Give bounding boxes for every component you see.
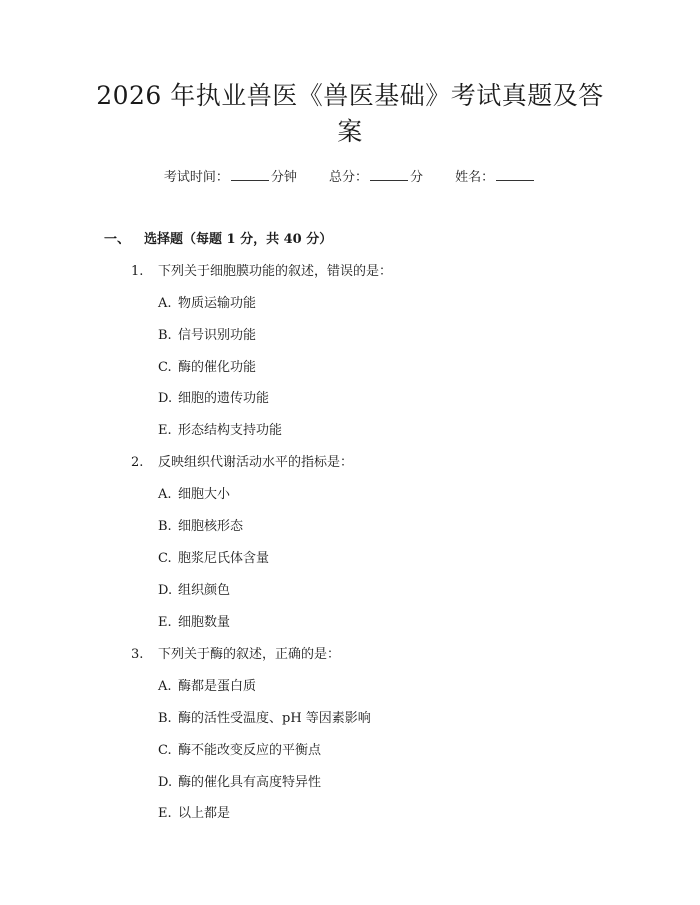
option-text: 酶的催化具有高度特异性	[178, 775, 322, 790]
option-item	[158, 549, 269, 569]
section-title: 选择题（每题 1 分，共 40 分）	[144, 232, 333, 247]
option-item	[158, 677, 256, 697]
option-text: 酶的催化功能	[178, 360, 257, 375]
name-blank	[496, 168, 534, 181]
name-label: 姓名：	[455, 170, 495, 185]
option-item	[158, 326, 256, 346]
exam-time-field	[164, 170, 297, 185]
option-item	[158, 421, 282, 441]
option-item	[158, 389, 269, 409]
option-letter: B.	[158, 328, 172, 343]
option-letter: B.	[158, 519, 172, 534]
option-item	[158, 773, 321, 793]
option-letter: A.	[158, 487, 172, 502]
option-text: 细胞数量	[178, 615, 231, 630]
option-text: 组织颜色	[178, 583, 231, 598]
question-number: 3.	[131, 647, 144, 662]
option-letter: C.	[158, 743, 172, 758]
option-text: 细胞的遗传功能	[178, 391, 270, 406]
exam-info-line	[0, 168, 700, 188]
option-text: 形态结构支持功能	[178, 423, 283, 438]
option-text: 细胞大小	[178, 487, 231, 502]
option-text: 酶都是蛋白质	[178, 679, 257, 694]
option-letter: D.	[158, 391, 173, 406]
total-score-blank	[370, 168, 408, 181]
name-field	[455, 170, 536, 185]
question-text: 反映组织代谢活动水平的指标是：	[158, 455, 354, 470]
section-heading	[104, 230, 332, 250]
option-letter: A.	[158, 679, 172, 694]
option-letter: C.	[158, 360, 172, 375]
question-text: 下列关于酶的叙述，正确的是：	[158, 647, 341, 662]
option-letter: A.	[158, 296, 172, 311]
option-item	[158, 517, 243, 537]
option-item	[158, 709, 371, 729]
question-number: 1.	[131, 264, 144, 279]
option-item	[158, 358, 256, 378]
question-number: 2.	[131, 455, 144, 470]
option-letter: E.	[158, 806, 172, 821]
exam-time-label: 考试时间：	[163, 170, 229, 185]
option-text: 信号识别功能	[178, 328, 257, 343]
total-score-field	[329, 170, 423, 185]
option-letter: E.	[158, 615, 172, 630]
option-text: 酶不能改变反应的平衡点	[178, 743, 322, 758]
option-text: 以上都是	[178, 806, 231, 821]
option-text: 酶的活性受温度、pH 等因素影响	[178, 711, 371, 726]
exam-time-blank	[231, 168, 269, 181]
option-text: 物质运输功能	[178, 296, 257, 311]
question-stem	[131, 645, 340, 665]
option-text: 胞浆尼氏体含量	[178, 551, 270, 566]
exam-time-unit: 分钟	[270, 170, 297, 185]
option-text: 细胞核形态	[178, 519, 244, 534]
option-item	[158, 294, 256, 314]
option-letter: D.	[158, 775, 173, 790]
document-title: 2026 年执业兽医《兽医基础》考试真题及答案	[96, 81, 604, 146]
option-item	[158, 804, 230, 824]
option-letter: B.	[158, 711, 172, 726]
total-score-label: 总分：	[328, 170, 368, 185]
section-number: 一、	[104, 232, 131, 247]
option-letter: C.	[158, 551, 172, 566]
option-item	[158, 613, 230, 633]
question-text: 下列关于细胞膜功能的叙述，错误的是：	[158, 264, 393, 279]
option-item	[158, 741, 321, 761]
option-letter: D.	[158, 583, 173, 598]
option-letter: E.	[158, 423, 172, 438]
option-item	[158, 581, 230, 601]
option-item	[158, 485, 230, 505]
total-score-unit: 分	[410, 170, 424, 185]
question-stem	[131, 262, 392, 282]
question-stem	[131, 453, 353, 473]
